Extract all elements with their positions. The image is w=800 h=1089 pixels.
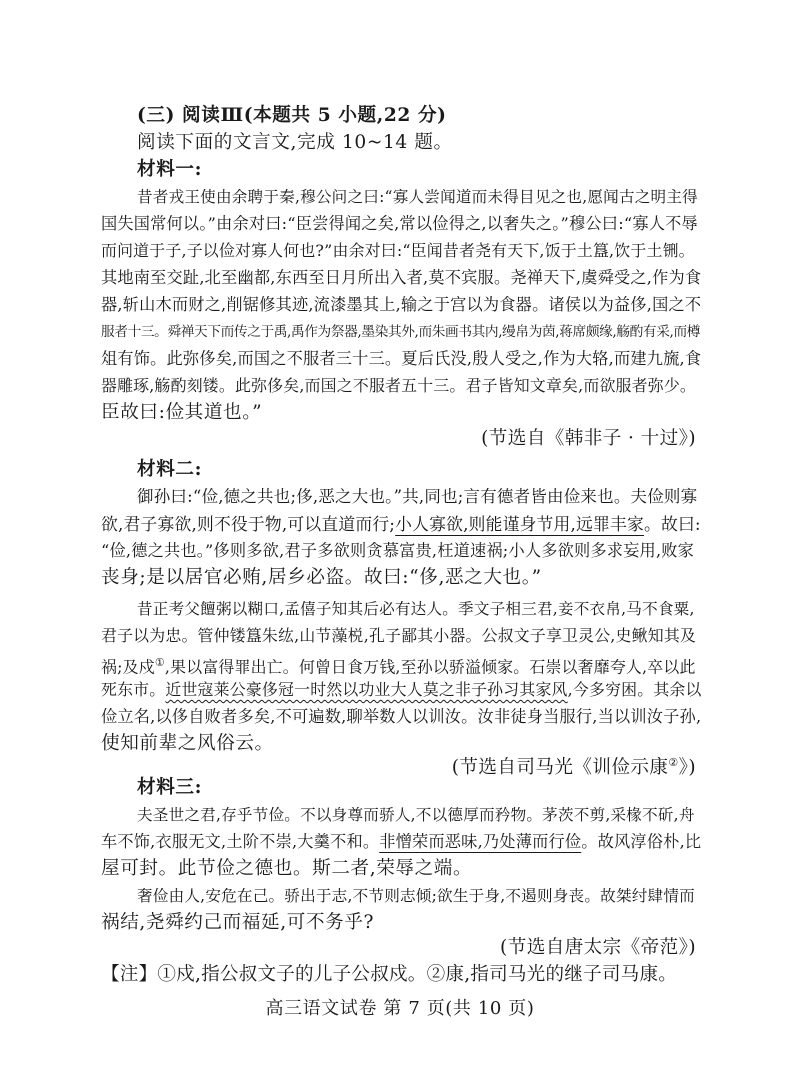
- material2-text: ,果以富得罪出亡。何曾日食万钱,至孙以骄溢倾家。石崇以奢靡夸人,卒以此: [164, 657, 696, 677]
- material1-label: 材料一:: [137, 159, 203, 180]
- footnote-marker: ①: [154, 656, 165, 669]
- material2-text: 欲,君子寡欲,则不役于物,可以直道而行;: [101, 514, 396, 534]
- material2-label: 材料二:: [137, 459, 203, 480]
- material2-line: 丧身;是以居官必贿,居乡必盗。故曰:“侈,恶之大也。”: [101, 567, 542, 588]
- material2-text: 。故曰:: [643, 514, 701, 534]
- source-text: 》): [678, 757, 696, 779]
- material3-line: 祸结,尧舜约己而福延,可不务乎?: [101, 912, 375, 933]
- material3-line: 屋可封。此节俭之德也。斯二者,荣辱之端。: [101, 858, 473, 879]
- material1-line: 服者十三。舜禅天下而传之于禹,禹作为祭器,墨染其外,而朱画书其内,缦帛为茵,蒋席颇缘,觞酌有采,而樽: [101, 324, 701, 340]
- page-footer: 高三语文试卷 第 7 页(共 10 页): [265, 998, 535, 1019]
- material2-text: 祸;及戍: [101, 657, 155, 677]
- material2-line: 昔正考父饘粥以糊口,孟僖子知其后必有达人。季文子相三君,妾不衣帛,马不食粟,: [137, 600, 695, 618]
- material3-label: 材料三:: [137, 777, 203, 798]
- wavy-underlined-sentence: 近世寇莱公豪侈冠一时然以功业大人莫之非子孙习其家风: [165, 680, 568, 699]
- material2-line: 君子以为忠。管仲镂簋朱纮,山节藻棁,孔子鄙其小器。公叔文子享卫灵公,史鳅知其及: [101, 626, 697, 645]
- annotation-note: 【注】①戍,指公叔文子的儿子公叔戍。②康,指司马光的继子司马康。: [101, 964, 678, 985]
- material2-line: 使知前辈之风俗云。: [101, 733, 274, 754]
- material2-line: [101, 651, 696, 679]
- material1-line: 器雕琢,觞酌刻镂。此弥侈矣,而国之不服者五十三。君子皆知文章矣,而欲服者弥少。: [101, 376, 697, 395]
- material2-text: 死东市。: [101, 680, 166, 699]
- material3-text: 车不饰,衣服无文,土阶不崇,大羹不和。: [101, 832, 380, 851]
- source-text: (节选自司马光《训俭示康: [451, 757, 669, 779]
- material1-line: 其地南至交趾,北至幽都,东西至日月所出入者,莫不宾服。尧禅天下,虞舜受之,作为食: [101, 268, 702, 287]
- material1-line: 俎有饰。此弥侈矣,而国之不服者三十三。夏后氏没,殷人受之,作为大辂,而建九旒,食: [101, 349, 702, 368]
- material2-text: ,今多穷困。其余以: [567, 680, 702, 699]
- material3-line: [101, 830, 701, 854]
- underlined-sentence: 非憎荣而恶味,乃处薄而行俭: [379, 832, 582, 851]
- material3-text: 。故风淳俗朴,比: [581, 832, 702, 851]
- material1-line: 臣故曰:俭其道也。”: [101, 402, 263, 423]
- material3-line: 奢俭由人,安危在己。骄出于志,不节则志倾;欲生于身,不遏则身丧。故桀纣肆情而: [137, 887, 695, 905]
- material2-line: 俭立名,以侈自败者多矣,不可遍数,聊举数人以训汝。汝非徒身当服行,当以训汝子孙,: [101, 707, 702, 726]
- section-header: (三) 阅读Ⅲ(本题共 5 小题,22 分): [137, 105, 447, 126]
- material2-line: [101, 678, 702, 702]
- material1-line: 而问道于子,子以俭对寡人何也?”由余对曰:“臣闻昔者尧有天下,饭于土簋,饮于土铏。: [101, 241, 695, 260]
- material2-line: “俭,德之共也。”侈则多欲,君子多欲则贪慕富贵,枉道速祸;小人多欲则多求妄用,败家: [101, 541, 695, 560]
- footnote-marker: ②: [668, 756, 679, 769]
- material3-line: 夫圣世之君,存乎节俭。不以身尊而骄人,不以德厚而矜物。茅茨不剪,采椽不斫,舟: [137, 806, 695, 824]
- material1-line: 器,斩山木而财之,削锯修其迹,流漆墨其上,输之于宫以为食器。诸侯以为益侈,国之不: [101, 295, 702, 314]
- material2-line: 御孙曰:“俭,德之共也;侈,恶之大也。”共,同也;言有德者皆由俭来也。夫俭则寡: [137, 487, 698, 506]
- material2-source: [452, 751, 696, 780]
- material2-line: [101, 512, 701, 536]
- material1-line: 国失国常何以。”由余对曰:“臣尝得闻之矣,常以俭得之,以奢失之。”穆公曰:“寡人不辱: [101, 214, 698, 233]
- material1-line: 昔者戎王使由余聘于秦,穆公问之曰:“寡人尝闻道而未得目见之也,愿闻古之明主得: [137, 188, 698, 206]
- material3-source: (节选自唐太宗《帝范》): [500, 937, 696, 958]
- material1-source: (节选自《韩非子 · 十过》): [481, 428, 696, 449]
- instruction-text: 阅读下面的文言文,完成 10~14 题。: [137, 132, 453, 153]
- underlined-sentence: 小人寡欲,则能谨身节用,远罪丰家: [395, 514, 644, 534]
